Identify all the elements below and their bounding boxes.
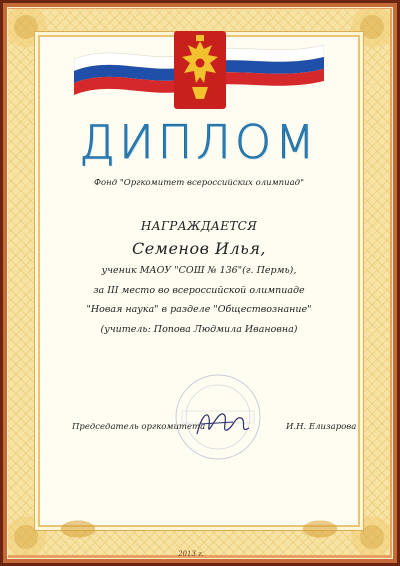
olympiad-line: "Новая наука" в разделе "Обществознание" [86, 304, 312, 315]
bottom-ornament [290, 514, 350, 544]
fund-line: Фонд "Оргкомитет всероссийских олимпиад" [94, 178, 304, 188]
signer-name: И.Н. Елизарова [286, 422, 357, 432]
double-headed-eagle-icon [174, 31, 226, 109]
teacher-line: (учитель: Попова Людмила Ивановна) [100, 324, 298, 335]
signature-icon [193, 404, 253, 444]
chair-label: Председатель оргкомитета [72, 422, 206, 432]
school-line: ученик МАОУ "СОШ № 136"(г. Пермь), [101, 265, 297, 276]
recipient-name: Семенов Илья, [131, 239, 267, 258]
diploma-title: ДИПЛОМ [79, 115, 319, 169]
awarded-label: НАГРАЖДАЕТСЯ [140, 219, 258, 233]
year-label: 2013 г. [178, 550, 204, 558]
place-line: за III место во всероссийской олимпиаде [93, 285, 305, 296]
diploma-paper [8, 9, 390, 555]
bottom-ornament [48, 514, 108, 544]
